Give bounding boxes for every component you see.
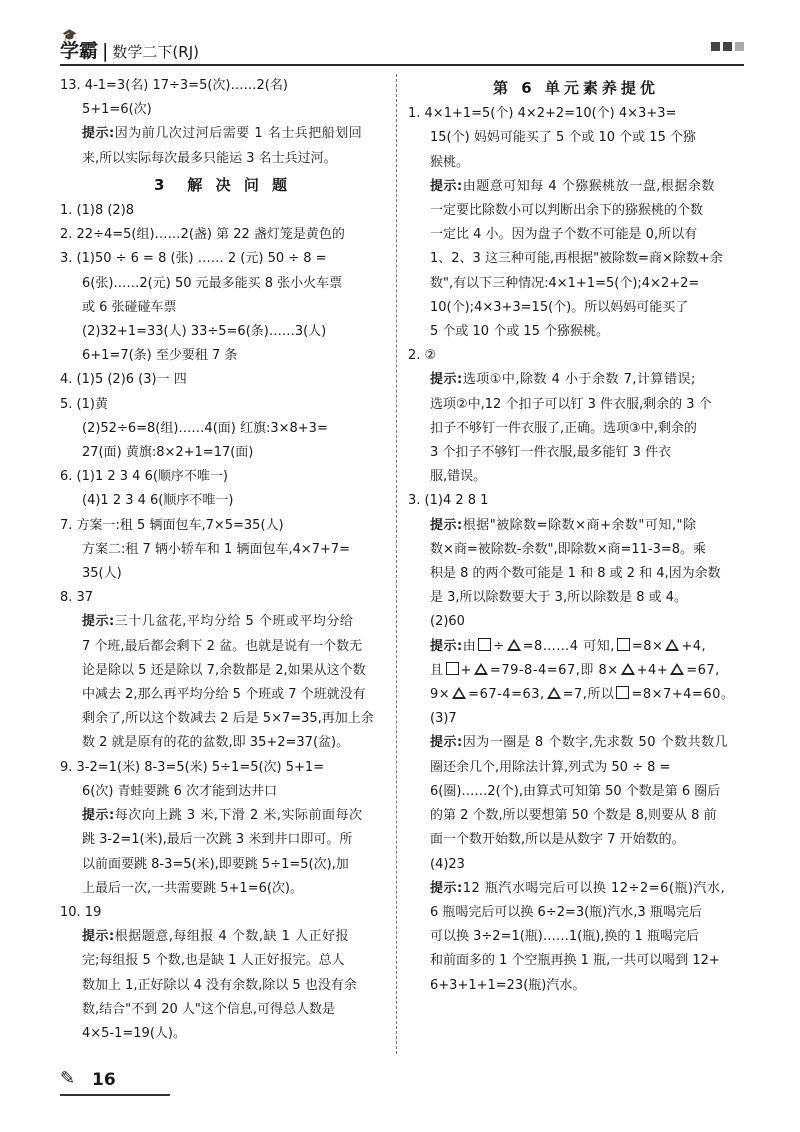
- line-text: 4. (1)5 (2)6 (3)一 四: [60, 372, 187, 388]
- line-text: 6. (1)1 2 3 4 6(顺序不唯一): [60, 469, 228, 485]
- header-squares-decoration: [711, 42, 744, 51]
- answer-line: [60, 853, 385, 877]
- line-text: 6 瓶喝完后可以换 6÷2=3(瓶)汽水,3 瓶喝完后: [430, 904, 702, 920]
- line-text: 且: [430, 662, 444, 678]
- footer-rule: [60, 1094, 170, 1096]
- answer-line: [60, 272, 385, 296]
- answer-line: [408, 344, 744, 368]
- answer-line: [408, 949, 744, 973]
- line-text: 3 个扣子不够钉一件衣服,最多能钉 3 件衣: [430, 445, 672, 461]
- page-number: 16: [92, 1070, 116, 1090]
- line-text: 面一个数开始数,所以是从数字 7 开始数的。: [430, 832, 685, 848]
- hint-line: [408, 659, 744, 683]
- answer-line: [60, 344, 385, 368]
- line-text: 数",有以下三种情况:4×1+1=5(个);4×2+2=: [430, 275, 700, 291]
- answer-line: [408, 707, 744, 731]
- line-text: 每次向上跳 3 米,下滑 2 米,实际前面每次: [114, 808, 363, 824]
- hint-label: 提示:: [430, 372, 463, 388]
- answer-line: [60, 731, 385, 755]
- hint-line: [60, 804, 385, 828]
- square-symbol: [478, 638, 491, 651]
- hint-label: 提示:: [82, 929, 115, 945]
- answer-line: [60, 223, 385, 247]
- line-text: 3. (1)50 ÷ 6 = 8 (张) …… 2 (元) 50 ÷ 8 =: [60, 251, 327, 267]
- answer-line: [60, 828, 385, 852]
- answer-line: [408, 272, 744, 296]
- line-text: 5 个或 10 个或 15 个猕猴桃。: [430, 324, 610, 340]
- answer-line: [60, 780, 385, 804]
- answer-line: [408, 393, 744, 417]
- line-text: 来,所以实际每次最多只能运 3 名士兵过河。: [82, 150, 337, 166]
- hint-label: 提示:: [430, 178, 463, 194]
- answer-line: [60, 199, 385, 223]
- line-text: 上最后一次,一共需要跳 5+1=6(次)。: [82, 880, 304, 896]
- answer-line: [60, 368, 385, 392]
- triangle-symbol: [452, 687, 466, 699]
- line-text: (3)7: [430, 711, 457, 727]
- hint-line: [408, 731, 744, 755]
- line-text: 4×5-1=19(人)。: [82, 1025, 186, 1041]
- line-text: 剩余了,所以这个数减去 2 后是 5×7=35,再加上余: [82, 711, 374, 727]
- line-text: +: [460, 662, 472, 678]
- line-text: 6(次) 青蛙要跳 6 次才能到达井口: [82, 783, 278, 799]
- line-text: 由题意可知每 4 个猕猴桃放一盘,根据余数: [462, 178, 715, 194]
- hint-line: [408, 368, 744, 392]
- hint-label: 提示:: [82, 126, 115, 142]
- line-text: 9. 3-2=1(米) 8-3=5(米) 5÷1=5(次) 5+1=: [60, 759, 325, 775]
- line-text: 数加上 1,正好除以 4 没有余数,除以 5 也没有余: [82, 977, 357, 993]
- answer-line: [60, 659, 385, 683]
- answer-line: [408, 538, 744, 562]
- triangle-symbol: [621, 663, 635, 675]
- line-text: (2)60: [430, 614, 465, 630]
- triangle-symbol: [474, 663, 488, 675]
- triangle-symbol: [547, 687, 561, 699]
- answer-line: [60, 465, 385, 489]
- line-text: 和前面多的 1 个空瓶再换 1 瓶,一共可以喝到 12+: [430, 953, 720, 969]
- column-divider: [396, 74, 397, 1054]
- line-text: (2)52÷6=8(组)……4(面) 红旗:3×8+3=: [82, 420, 328, 436]
- line-text: 选项②中,12 个扣子可以钉 3 件衣服,剩余的 3 个: [430, 396, 712, 412]
- unit-title: 第 6 单元素养提优: [493, 79, 659, 97]
- answer-line: [408, 417, 744, 441]
- hint-label: 提示:: [82, 614, 115, 630]
- hint-line: [60, 610, 385, 634]
- answer-line: [408, 780, 744, 804]
- brand-title: [60, 36, 199, 63]
- answer-line: [60, 74, 385, 98]
- answer-line: [60, 514, 385, 538]
- answer-line: [408, 320, 744, 344]
- line-text: 的第 2 个数,所以要想第 50 个数是 8,则要从 8 前: [430, 808, 717, 824]
- line-text: =67-4=63,: [468, 687, 545, 703]
- answer-line: [408, 828, 744, 852]
- line-text: 10. 19: [60, 904, 102, 920]
- line-text: 因为一圈是 8 个数字,先求数 50 个数共数几: [462, 735, 729, 751]
- line-text: 27(面) 黄旗:8×2+1=17(面): [82, 445, 254, 461]
- line-text: 8. 37: [60, 590, 94, 606]
- line-text: 论是除以 5 还是除以 7,余数都是 2,如果从这个数: [82, 662, 366, 678]
- answer-line: [60, 974, 385, 998]
- answer-line: [60, 98, 385, 122]
- line-text: =7,所以: [562, 687, 615, 703]
- line-text: 跳 3-2=1(米),最后一次跳 3 米到井口即可。所: [82, 832, 353, 848]
- line-text: 1、2、3 这三种可能,再根据"被除数=商×除数+余: [430, 251, 723, 267]
- line-text: 完;每组报 5 个数,也是缺 1 人正好报完。总人: [82, 953, 345, 969]
- line-text: 2. ②: [408, 348, 437, 364]
- section-title: 3 解 决 问 题: [153, 175, 292, 194]
- brand-separator: |: [102, 40, 109, 62]
- header-rule: [60, 64, 744, 66]
- line-text: 35(人): [82, 566, 122, 582]
- answer-line: [408, 247, 744, 271]
- line-text: +4+: [636, 662, 669, 678]
- line-text: 12 瓶汽水喝完后可以换 12÷2=6(瓶)汽水,: [462, 880, 726, 896]
- graduation-cap-icon: 🎓: [62, 28, 77, 42]
- line-text: 积是 8 的两个数可能是 1 和 8 或 2 和 4,因为余数: [430, 566, 721, 582]
- hint-label: 提示:: [82, 808, 115, 824]
- line-text: +4,: [681, 638, 707, 654]
- line-text: 一定要比除数小可以判断出余下的猕猴桃的个数: [430, 203, 704, 219]
- line-text: 1. 4×1+1=5(个) 4×2+2=10(个) 4×3+3=: [408, 106, 677, 122]
- answer-line: [408, 102, 744, 126]
- answer-line: [408, 296, 744, 320]
- answer-line: [60, 320, 385, 344]
- hint-line: [408, 683, 744, 707]
- line-text: 圈还余几个,用除法计算,列式为 50 ÷ 8 =: [430, 759, 671, 775]
- line-text: 5+1=6(次): [82, 102, 152, 118]
- hint-line: [408, 514, 744, 538]
- answer-line: [408, 804, 744, 828]
- hint-line: [408, 635, 744, 659]
- page-footer: [60, 1066, 360, 1100]
- answer-line: [408, 586, 744, 610]
- answer-line: [60, 635, 385, 659]
- brand-name: 学霸: [60, 40, 99, 62]
- answer-line: [408, 756, 744, 780]
- line-text: 猴桃。: [430, 154, 470, 170]
- line-text: 中减去 2,那么再平均分给 5 个班或 7 个班就没有: [82, 687, 366, 703]
- line-text: ÷: [493, 638, 505, 654]
- line-text: 3. (1)4 2 8 1: [408, 493, 489, 509]
- line-text: 数 2 就是原有的花的盆数,即 35+2=37(盆)。: [82, 735, 350, 751]
- hint-label: 提示:: [430, 517, 463, 533]
- answer-line: [408, 853, 744, 877]
- answer-line: [60, 586, 385, 610]
- answer-line: [60, 417, 385, 441]
- answer-line: [408, 562, 744, 586]
- hint-label: 提示:: [430, 880, 463, 896]
- line-text: 以前面要跳 8-3=5(米),即要跳 5÷1=5(次),加: [82, 856, 349, 872]
- line-text: 10(个);4×3+3=15(个)。所以妈妈可能买了: [430, 299, 689, 315]
- answer-line: [60, 756, 385, 780]
- line-text: 由: [462, 638, 477, 654]
- line-text: 可以换 3÷2=1(瓶)……1(瓶),换的 1 瓶喝完后: [430, 929, 699, 945]
- line-text: 15(个) 妈妈可能买了 5 个或 10 个或 15 个猕: [430, 130, 696, 146]
- answer-line: [408, 974, 744, 998]
- triangle-symbol: [670, 663, 684, 675]
- hint-line: [408, 175, 744, 199]
- line-text: 方案二:租 7 辆小轿车和 1 辆面包车,4×7+7=: [82, 541, 351, 557]
- hint-label: 提示:: [430, 735, 463, 751]
- answer-line: [60, 1022, 385, 1046]
- answer-line: [408, 441, 744, 465]
- line-text: 6(圈)……2(个),由算式可知第 50 个数是第 6 圈后: [430, 783, 721, 799]
- line-text: (2)32+1=33(人) 33÷5=6(条)……3(人): [82, 324, 327, 340]
- page-header: [60, 28, 744, 68]
- line-text: 根据"被除数=除数×商+余数"可知,"除: [462, 517, 697, 533]
- answer-line: [408, 465, 744, 489]
- triangle-symbol: [665, 639, 679, 651]
- right-column: [408, 74, 744, 998]
- line-text: 数×商=被除数-余数",即除数×商=11-3=8。乘: [430, 541, 707, 557]
- line-text: 13. 4-1=3(名) 17÷3=5(次)……2(名): [60, 78, 288, 93]
- line-text: 或 6 张碰碰车票: [82, 299, 177, 315]
- hint-line: [408, 877, 744, 901]
- answer-line: [60, 901, 385, 925]
- answer-line: [60, 998, 385, 1022]
- answer-line: [60, 538, 385, 562]
- answer-line: [60, 707, 385, 731]
- line-text: 9×: [430, 687, 451, 703]
- line-text: 因为前几次过河后需要 1 名士兵把船划回: [114, 126, 363, 142]
- book-subtitle: 数学二下(RJ): [112, 43, 199, 61]
- left-column: [60, 74, 385, 1046]
- line-text: 服,错误。: [430, 469, 487, 485]
- line-text: 7 个班,最后都会剩下 2 盆。也就是说有一个数无: [82, 638, 363, 654]
- answer-line: [60, 877, 385, 901]
- answer-line: [408, 126, 744, 150]
- line-text: =8……4 可知,: [522, 638, 615, 654]
- line-text: 数,结合"不到 20 人"这个信息,可得总人数是: [82, 1001, 336, 1017]
- answer-line: [60, 247, 385, 271]
- hint-line: [60, 122, 385, 146]
- line-text: 7. 方案一:租 5 辆面包车,7×5=35(人): [60, 517, 284, 533]
- line-text: 6+1=7(条) 至少要租 7 条: [82, 348, 238, 364]
- answer-line: [60, 296, 385, 320]
- line-text: 三十几盆花,平均分给 5 个班或平均分给: [114, 614, 354, 630]
- line-text: 6(张)……2(元) 50 元最多能买 8 张小火车票: [82, 275, 343, 291]
- line-text: 一定比 4 小。因为盘子个数不可能是 0,所以有: [430, 227, 698, 243]
- answer-line: [60, 562, 385, 586]
- line-text: 5. (1)黄: [60, 396, 108, 412]
- answer-line: [60, 949, 385, 973]
- pencil-icon: ✎: [60, 1068, 76, 1089]
- answer-line: [60, 683, 385, 707]
- line-text: (4)1 2 3 4 6(顺序不唯一): [82, 493, 234, 509]
- line-text: (4)23: [430, 856, 465, 872]
- square-symbol: [617, 638, 630, 651]
- line-text: 2. 22÷4=5(组)……2(盏) 第 22 盏灯笼是黄色的: [60, 227, 345, 243]
- answer-line: [60, 393, 385, 417]
- answer-line: [408, 151, 744, 175]
- line-text: 是 3,所以除数要大于 3,所以除数是 8 或 4。: [430, 590, 688, 606]
- line-text: 1. (1)8 (2)8: [60, 203, 135, 219]
- answer-line: [408, 901, 744, 925]
- line-text: =8×: [631, 638, 664, 654]
- line-text: =79-8-4=67,即 8×: [489, 662, 619, 678]
- square-symbol: [446, 662, 459, 675]
- line-text: 6+3+1+1=23(瓶)汽水。: [430, 977, 586, 993]
- line-text: 选项①中,除数 4 小于余数 7,计算错误;: [462, 372, 696, 388]
- answer-line: [408, 223, 744, 247]
- answer-line: [408, 489, 744, 513]
- answer-line: [408, 610, 744, 634]
- hint-line: [60, 925, 385, 949]
- answer-line: [408, 199, 744, 223]
- line-text: 根据题意,每组报 4 个数,缺 1 人正好报: [114, 929, 350, 945]
- answer-line: [60, 489, 385, 513]
- square-symbol: [616, 686, 629, 699]
- answer-line: [60, 441, 385, 465]
- line-text: =67,: [686, 662, 720, 678]
- line-text: =8×7+4=60。: [631, 687, 735, 703]
- line-text: 扣子不够钉一件衣服了,正确。选项③中,剩余的: [430, 420, 697, 436]
- answer-line: [60, 147, 385, 171]
- triangle-symbol: [507, 639, 521, 651]
- answer-line: [408, 925, 744, 949]
- hint-label: 提示:: [430, 638, 463, 654]
